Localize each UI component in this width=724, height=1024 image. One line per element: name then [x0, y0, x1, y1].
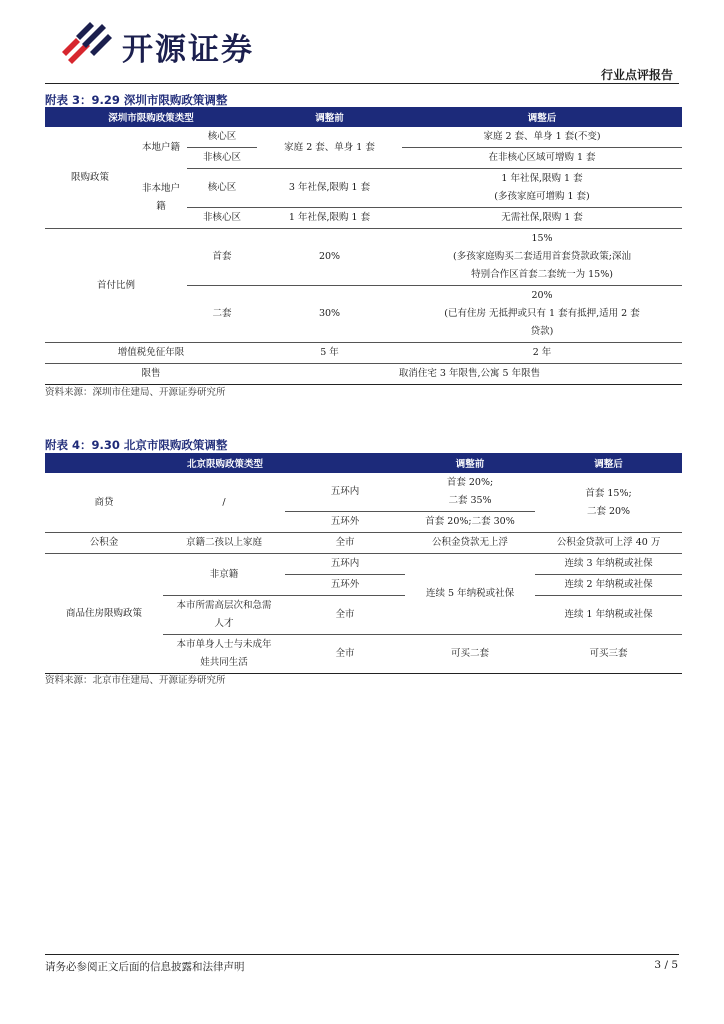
row-subgroup-label: 首套: [187, 229, 257, 286]
header-cell: 深圳市限购政策类型: [45, 107, 257, 127]
table-cell: [402, 229, 682, 286]
page-number: 3 / 5: [654, 959, 678, 971]
disclaimer-text: 请务必参阅正文后面的信息披露和法律声明: [45, 961, 245, 973]
zone-label: 非核心区: [187, 148, 257, 169]
row-subgroup-label: [163, 596, 285, 635]
zone-label: 核心区: [187, 169, 257, 208]
row-subgroup-label: 京籍二孩以上家庭: [163, 533, 285, 554]
header-cell: 调整后: [535, 453, 682, 473]
header-cell: 北京限购政策类型: [45, 453, 405, 473]
row-label: 增值税免征年限: [45, 343, 257, 364]
zone-label: 全市: [285, 596, 405, 635]
table-cell: 公积金贷款可上浮 40 万: [535, 533, 682, 554]
row-subgroup-label: 本地户籍: [141, 141, 180, 153]
table-row: [45, 169, 682, 208]
cell-line: 本市所需高层次和急需: [176, 600, 272, 611]
zone-label: 核心区: [187, 127, 257, 148]
cell-line: (已有住房 无抵押或只有 1 套有抵押,适用 2 套: [444, 308, 640, 319]
table-cell: 2 年: [402, 343, 682, 364]
table2-title: 附表 4：9.30 北京市限购政策调整: [45, 438, 228, 452]
cell-line: 娃共同生活: [200, 657, 248, 668]
row-subgroup-label: /: [163, 473, 285, 533]
footer-divider: [45, 954, 679, 955]
table-cell: 30%: [257, 286, 402, 343]
table-cell: 连续 1 年纳税或社保: [535, 596, 682, 635]
cell-line: 15%: [531, 233, 553, 244]
report-type: 行业点评报告: [600, 68, 673, 82]
table-cell: 在非核心区域可增购 1 套: [402, 148, 682, 169]
table-cell: 连续 5 年纳税或社保: [405, 554, 535, 635]
table-cell: 取消住宅 3 年限售,公寓 5 年限售: [257, 364, 682, 385]
table-cell: [535, 473, 682, 533]
cell-line: 1 年社保,限购 1 套: [501, 173, 583, 184]
brand-logo: [62, 22, 282, 66]
table-cell: 家庭 2 套、单身 1 套: [257, 127, 402, 169]
table-cell: [405, 473, 535, 512]
table-cell: 连续 2 年纳税或社保: [535, 575, 682, 596]
row-subgroup-label: [163, 635, 285, 674]
cell-line: 二套 20%: [586, 505, 631, 517]
table-cell: 可买三套: [535, 635, 682, 674]
row-group-label: 商贷: [45, 473, 163, 533]
header-cell: 调整前: [257, 107, 402, 127]
row-subgroup-label: 非本地户籍: [135, 169, 187, 229]
table-row: [45, 473, 682, 512]
header-cell: 调整前: [405, 453, 535, 473]
cell-line: (多孩家庭可增购 1 套): [494, 191, 590, 202]
cell-line: 二套 35%: [448, 495, 492, 506]
cell-line: 20%: [531, 290, 553, 301]
table-row: [45, 554, 682, 575]
table-row: [45, 127, 682, 148]
row-group-label: 公积金: [45, 533, 163, 554]
beijing-policy-table: [45, 453, 682, 674]
table-row: [45, 229, 682, 286]
row-group-label: 首付比例: [45, 229, 187, 343]
zone-label: 五环外: [285, 575, 405, 596]
table1-title: 附表 3：9.29 深圳市限购政策调整: [45, 93, 228, 107]
table-cell: 无需社保,限购 1 套: [402, 208, 682, 229]
zone-label: 全市: [285, 635, 405, 674]
table1-source: 资料来源：深圳市住建局、开源证券研究所: [45, 387, 226, 398]
table-cell: 20%: [257, 229, 402, 286]
zone-label: 全市: [285, 533, 405, 554]
table-header-row: [45, 107, 682, 127]
table-row: [45, 533, 682, 554]
table-header-row: [45, 453, 682, 473]
table-cell: 1 年社保,限购 1 套: [257, 208, 402, 229]
table-row: [45, 343, 682, 364]
cell-line: 贷款): [530, 326, 554, 337]
cell-line: 本市单身人士与未成年: [176, 639, 272, 650]
shenzhen-policy-table: [45, 107, 682, 385]
row-subgroup-label: 二套: [187, 286, 257, 343]
brand-name: 开源证券: [122, 32, 254, 68]
zone-label: 五环内: [285, 473, 405, 512]
cell-line: 人才: [214, 618, 234, 629]
row-group-label: 商品住房限购政策: [45, 554, 163, 674]
cell-line: 首套 20%;: [446, 477, 494, 488]
row-subgroup-label: 非京籍: [163, 554, 285, 596]
table-cell: 3 年社保,限购 1 套: [257, 169, 402, 208]
header-divider: [45, 83, 679, 84]
row-label: 限售: [45, 364, 257, 385]
table-cell: [402, 286, 682, 343]
table-cell: 首套 20%;二套 30%: [405, 512, 535, 533]
zone-label: 五环内: [285, 554, 405, 575]
row-group-label: 限购政策: [45, 127, 135, 229]
table-cell: 可买二套: [405, 635, 535, 674]
table-cell: [402, 169, 682, 208]
header-cell: 调整后: [402, 107, 682, 127]
table-cell: 5 年: [257, 343, 402, 364]
table-cell: 家庭 2 套、单身 1 套(不变): [402, 127, 682, 148]
table-cell: 公积金贷款无上浮: [405, 533, 535, 554]
cell-line: (多孩家庭购买二套适用首套贷款政策;深汕: [453, 251, 631, 262]
table-cell: 连续 3 年纳税或社保: [535, 554, 682, 575]
cell-line: 特别合作区首套二套统一为 15%): [471, 269, 613, 280]
table-row: [45, 364, 682, 385]
table2-source: 资料来源：北京市住建局、开源证券研究所: [45, 675, 226, 686]
cell-line: 首套 15%;: [585, 487, 632, 499]
logo-icon: [62, 22, 114, 66]
zone-label: 非核心区: [187, 208, 257, 229]
zone-label: 五环外: [285, 512, 405, 533]
